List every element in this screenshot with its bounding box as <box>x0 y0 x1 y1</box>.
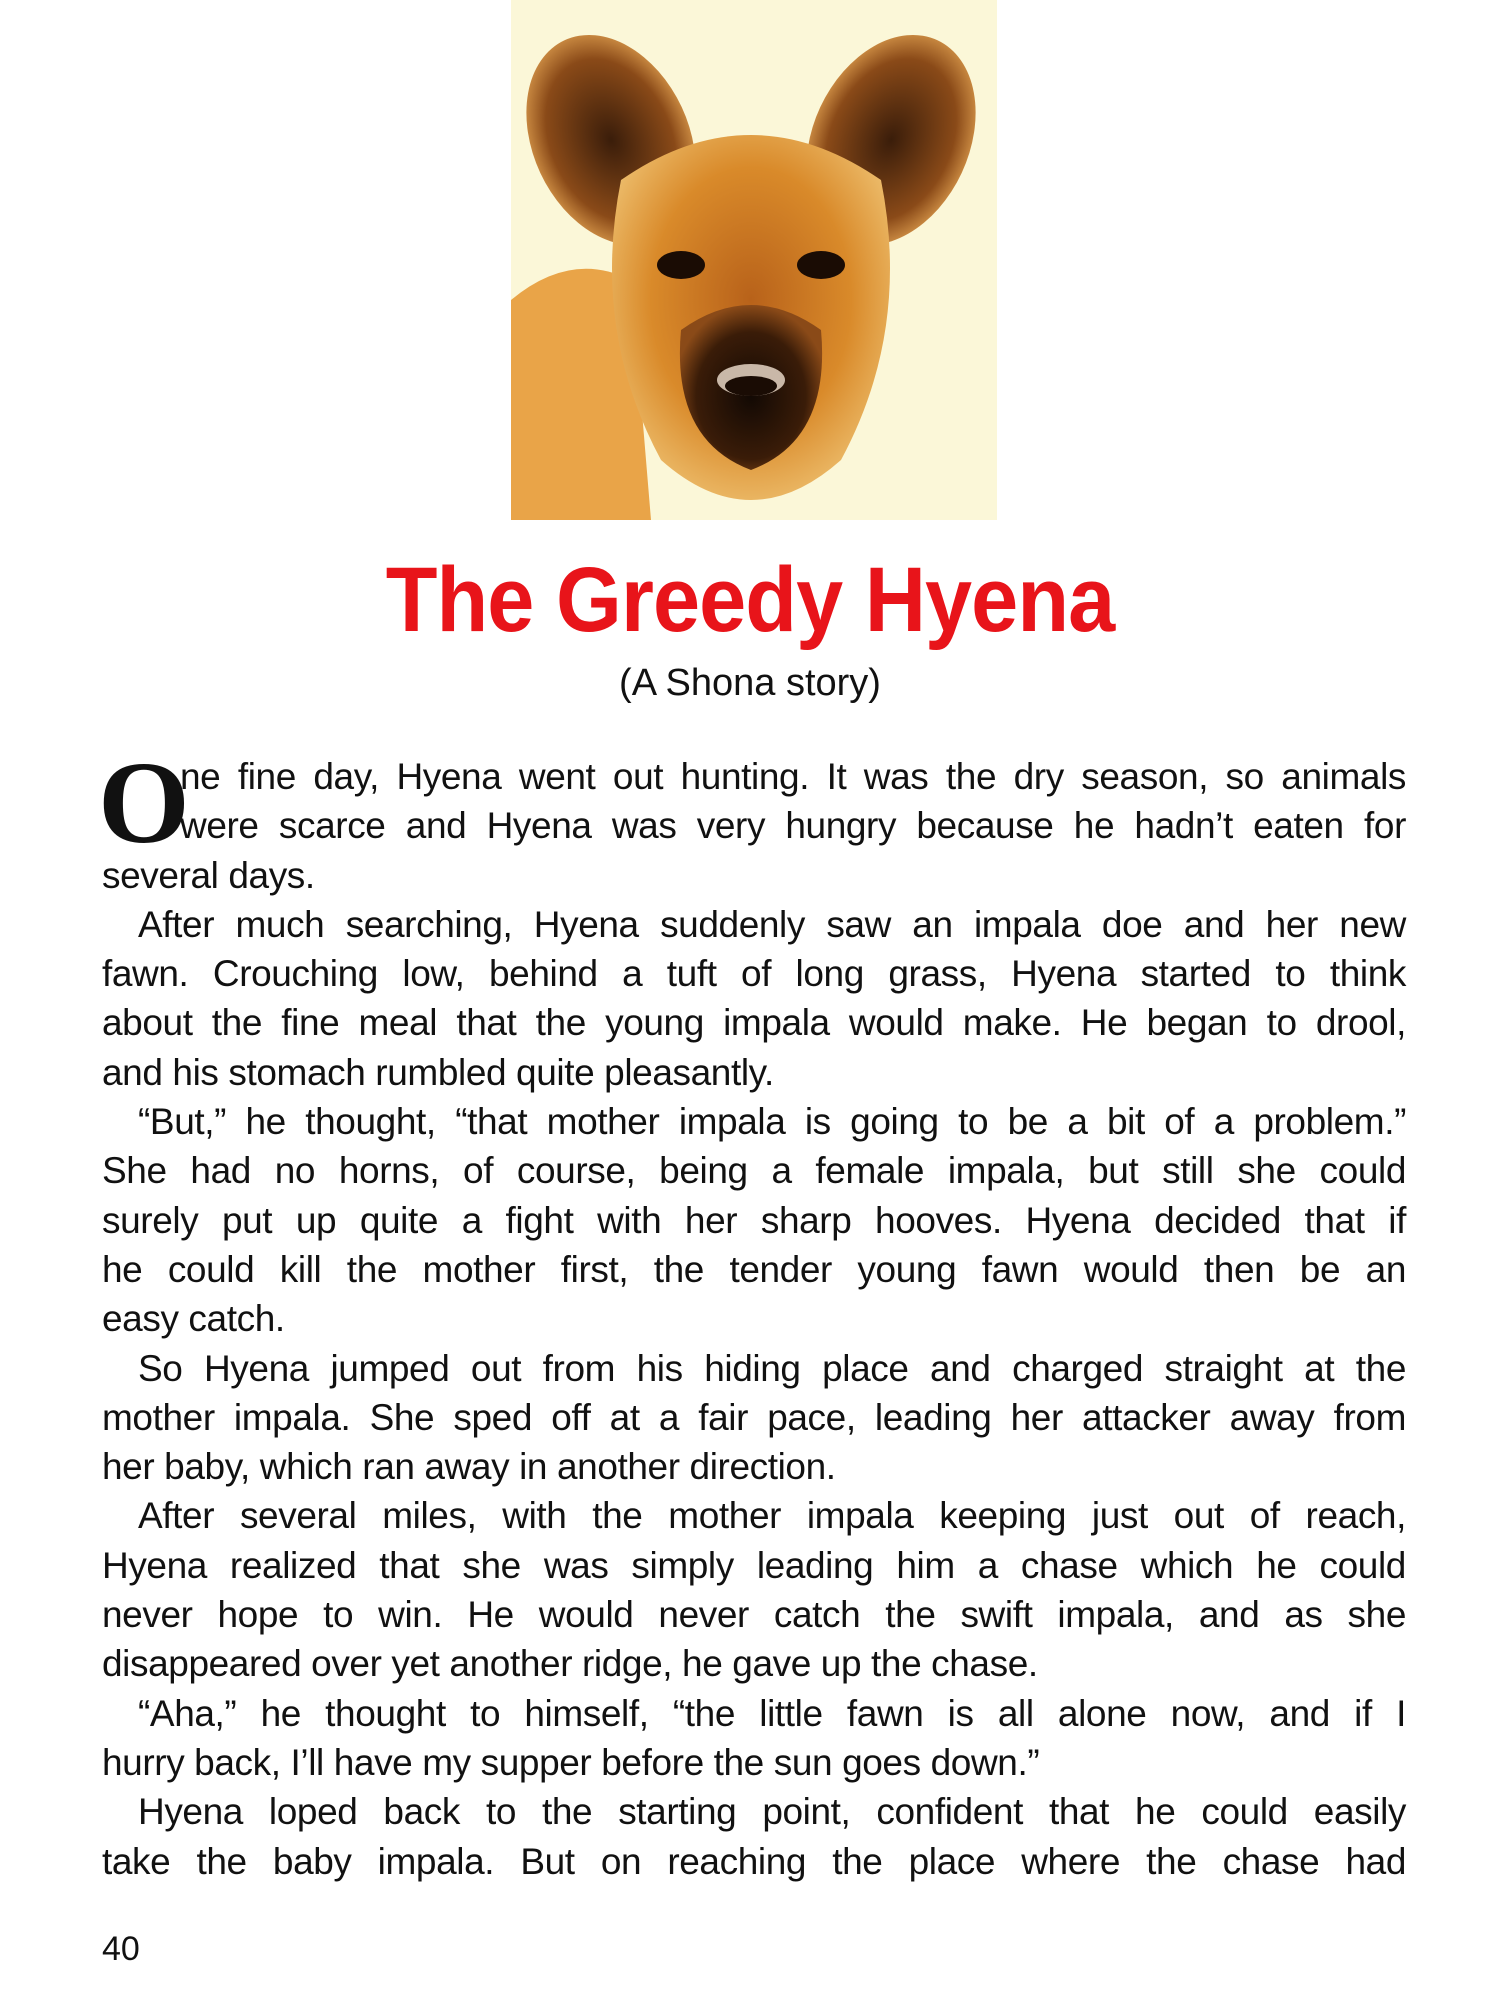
text-line: disappeared over yet another ridge, he gave up the chase. <box>102 1643 1038 1685</box>
text-line: about the fine meal that the young impala would make. He began to drool, <box>102 1002 1406 1044</box>
text-line: several days. <box>102 854 315 896</box>
text-line: were scarce and Hyena was very hungry because he hadn’t eaten for <box>180 805 1406 847</box>
text-line: surely put up quite a fight with her sharp hooves. Hyena decided that if <box>102 1199 1406 1241</box>
text-line: he could kill the mother first, the tender young fawn would then be an <box>102 1248 1406 1290</box>
text-line: easy catch. <box>102 1298 285 1340</box>
text-line: “But,” he thought, “that mother impala is going to be a bit of a problem.” <box>138 1101 1406 1143</box>
story-title: The Greedy Hyena <box>385 549 1115 651</box>
text-line: never hope to win. He would never catch the swift impala, and as she <box>102 1594 1406 1636</box>
text-line: mother impala. She sped off at a fair pace, leading her attacker away from <box>102 1396 1406 1438</box>
hyena-illustration <box>511 0 997 520</box>
text-line: fawn. Crouching low, behind a tuft of long grass, Hyena started to think <box>102 953 1406 995</box>
text-line: and his stomach rumbled quite pleasantly. <box>102 1051 774 1093</box>
text-line: She had no horns, of course, being a female impala, but still she could <box>102 1150 1406 1192</box>
text-line: take the baby impala. But on reaching the place where the chase had <box>102 1840 1406 1882</box>
text-line: her baby, which ran away in another direction. <box>102 1446 836 1488</box>
text-line: Hyena realized that she was simply leading him a chase which he could <box>102 1544 1406 1586</box>
text-line: After several miles, with the mother impala keeping just out of reach, <box>138 1495 1406 1537</box>
page-number: 40 <box>102 1930 140 1968</box>
text-line: hurry back, I’ll have my supper before the sun goes down.” <box>102 1741 1040 1783</box>
hyena-face-image <box>511 0 997 520</box>
story-subtitle: (A Shona story) <box>619 662 881 704</box>
story-body <box>98 737 1406 1886</box>
text-line: So Hyena jumped out from his hiding place and charged straight at the <box>138 1347 1406 1389</box>
text-line: “Aha,” he thought to himself, “the little fawn is all alone now, and if I <box>138 1692 1406 1734</box>
text-line: Hyena loped back to the starting point, confident that he could easily <box>138 1791 1406 1833</box>
text-line: After much searching, Hyena suddenly saw an impala doe and her new <box>138 903 1406 945</box>
text-line: ne fine day, Hyena went out hunting. It was the dry season, so animals <box>180 756 1406 797</box>
drop-cap: O <box>98 737 190 868</box>
